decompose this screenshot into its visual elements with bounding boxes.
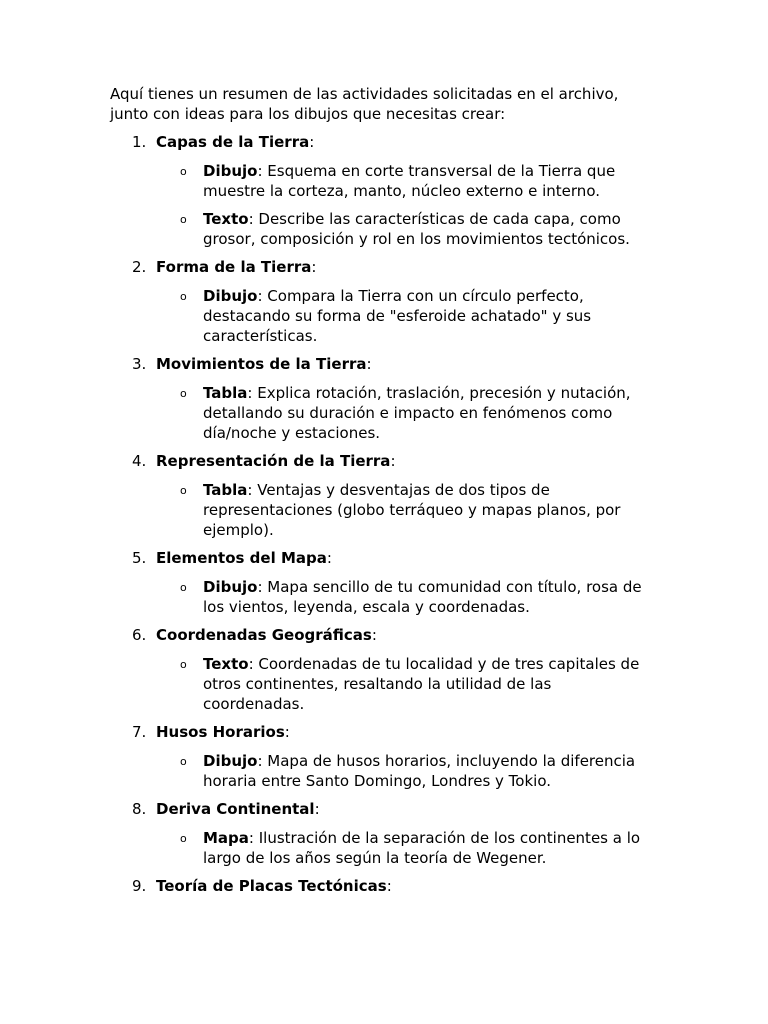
item-title: Teoría de Placas Tectónicas bbox=[156, 877, 387, 895]
sub-list bbox=[156, 286, 670, 346]
sub-list bbox=[156, 828, 670, 868]
sub-item-label: Dibujo bbox=[203, 162, 258, 180]
sub-item-line bbox=[203, 209, 670, 229]
sub-item-label: Tabla bbox=[203, 384, 248, 402]
item-title: Elementos del Mapa bbox=[156, 549, 327, 567]
sub-list bbox=[156, 383, 670, 443]
item-heading: Capas de la Tierra: bbox=[156, 133, 315, 151]
document-page bbox=[110, 84, 670, 905]
item-heading: Husos Horarios: bbox=[156, 723, 290, 741]
item-heading: Movimientos de la Tierra: bbox=[156, 355, 372, 373]
sub-item-text: : Coordenadas de tu localidad y de tres capitales de bbox=[248, 655, 640, 673]
item-number: 6. bbox=[132, 626, 147, 644]
item-heading: Forma de la Tierra: bbox=[156, 258, 317, 276]
sub-list bbox=[156, 751, 670, 791]
sub-item-text: : Describe las características de cada capa, como bbox=[248, 210, 621, 228]
item-heading: Elementos del Mapa: bbox=[156, 549, 332, 567]
sub-item-label: Texto bbox=[203, 655, 249, 673]
sub-item-line: representaciones (globo terráqueo y mapas planos, por bbox=[203, 501, 621, 519]
sub-item-line: muestre la corteza, manto, núcleo externo e interno. bbox=[203, 182, 600, 200]
circle-bullet-icon: o bbox=[180, 484, 187, 497]
sub-item-text: : Ilustración de la separación de los continentes a lo bbox=[248, 829, 641, 847]
sub-item-label: Dibujo bbox=[203, 752, 258, 770]
item-heading: Deriva Continental: bbox=[156, 800, 320, 818]
item-heading: Coordenadas Geográficas: bbox=[156, 626, 377, 644]
sub-item-line: destacando su forma de "esferoide achatado" y sus bbox=[203, 307, 592, 325]
sub-item-line: los vientos, leyenda, escala y coordenadas. bbox=[203, 598, 530, 616]
item-title: Representación de la Tierra bbox=[156, 452, 391, 470]
sub-item-text: : Ventajas y desventajas de dos tipos de bbox=[247, 481, 550, 499]
activity-item bbox=[110, 548, 670, 617]
circle-bullet-icon: o bbox=[180, 755, 187, 768]
circle-bullet-icon: o bbox=[180, 387, 187, 400]
sub-item bbox=[156, 161, 670, 201]
sub-item-line bbox=[203, 383, 670, 403]
sub-item-line bbox=[203, 828, 670, 848]
circle-bullet-icon: o bbox=[180, 165, 187, 178]
sub-item-line: largo de los años según la teoría de Wegener. bbox=[203, 849, 547, 867]
sub-item-label: Tabla bbox=[203, 481, 248, 499]
intro-line: junto con ideas para los dibujos que necesitas crear: bbox=[110, 105, 506, 123]
sub-item-label: Dibujo bbox=[203, 578, 258, 596]
sub-item-line bbox=[203, 286, 670, 306]
item-title: Deriva Continental bbox=[156, 800, 315, 818]
sub-item bbox=[156, 209, 670, 249]
activity-item bbox=[110, 451, 670, 540]
sub-item bbox=[156, 383, 670, 443]
item-heading: Representación de la Tierra: bbox=[156, 452, 396, 470]
sub-item bbox=[156, 828, 670, 868]
circle-bullet-icon: o bbox=[180, 213, 187, 226]
sub-list bbox=[156, 161, 670, 249]
sub-item bbox=[156, 577, 670, 617]
activity-item bbox=[110, 132, 670, 249]
activity-item bbox=[110, 625, 670, 714]
intro-paragraph bbox=[110, 84, 670, 124]
sub-item-text: : Compara la Tierra con un círculo perfecto, bbox=[257, 287, 584, 305]
sub-item-line bbox=[203, 751, 670, 771]
sub-item-label: Dibujo bbox=[203, 287, 258, 305]
circle-bullet-icon: o bbox=[180, 832, 187, 845]
item-heading: Teoría de Placas Tectónicas: bbox=[156, 877, 392, 895]
sub-item-line: otros continentes, resaltando la utilidad de las bbox=[203, 675, 552, 693]
sub-list bbox=[156, 480, 670, 540]
item-number: 7. bbox=[132, 723, 147, 741]
sub-item bbox=[156, 286, 670, 346]
sub-list bbox=[156, 654, 670, 714]
sub-item-line: detallando su duración e impacto en fenómenos como bbox=[203, 404, 613, 422]
sub-item bbox=[156, 751, 670, 791]
sub-item-text: : Explica rotación, traslación, precesión y nutación, bbox=[247, 384, 631, 402]
item-number: 5. bbox=[132, 549, 147, 567]
item-number: 3. bbox=[132, 355, 147, 373]
sub-item-text: : Esquema en corte transversal de la Tierra que bbox=[257, 162, 616, 180]
sub-item-line: ejemplo). bbox=[203, 521, 274, 539]
circle-bullet-icon: o bbox=[180, 290, 187, 303]
item-number: 4. bbox=[132, 452, 147, 470]
activities-list bbox=[110, 132, 670, 896]
item-title: Capas de la Tierra bbox=[156, 133, 310, 151]
sub-item-text: : Mapa sencillo de tu comunidad con título, rosa de bbox=[257, 578, 642, 596]
item-title: Movimientos de la Tierra bbox=[156, 355, 367, 373]
sub-item bbox=[156, 654, 670, 714]
activity-item bbox=[110, 876, 670, 896]
sub-item-line bbox=[203, 161, 670, 181]
sub-item-text: : Mapa de husos horarios, incluyendo la diferencia bbox=[257, 752, 636, 770]
activity-item bbox=[110, 799, 670, 868]
sub-list bbox=[156, 577, 670, 617]
item-number: 2. bbox=[132, 258, 147, 276]
intro-line: Aquí tienes un resumen de las actividades solicitadas en el archivo, bbox=[110, 85, 619, 103]
item-title: Coordenadas Geográficas bbox=[156, 626, 372, 644]
item-number: 9. bbox=[132, 877, 147, 895]
item-number: 8. bbox=[132, 800, 147, 818]
sub-item-line: día/noche y estaciones. bbox=[203, 424, 381, 442]
sub-item-label: Mapa bbox=[203, 829, 249, 847]
sub-item-line: horaria entre Santo Domingo, Londres y Tokio. bbox=[203, 772, 552, 790]
circle-bullet-icon: o bbox=[180, 581, 187, 594]
sub-item-line: coordenadas. bbox=[203, 695, 305, 713]
sub-item-line: características. bbox=[203, 327, 318, 345]
sub-item-line bbox=[203, 480, 670, 500]
item-title: Forma de la Tierra bbox=[156, 258, 312, 276]
item-number: 1. bbox=[132, 133, 147, 151]
sub-item-line: grosor, composición y rol en los movimientos tectónicos. bbox=[203, 230, 630, 248]
sub-item-label: Texto bbox=[203, 210, 249, 228]
sub-item-line bbox=[203, 654, 670, 674]
activity-item bbox=[110, 722, 670, 791]
sub-item-line bbox=[203, 577, 670, 597]
activity-item bbox=[110, 354, 670, 443]
item-title: Husos Horarios bbox=[156, 723, 285, 741]
activity-item bbox=[110, 257, 670, 346]
sub-item bbox=[156, 480, 670, 540]
circle-bullet-icon: o bbox=[180, 658, 187, 671]
